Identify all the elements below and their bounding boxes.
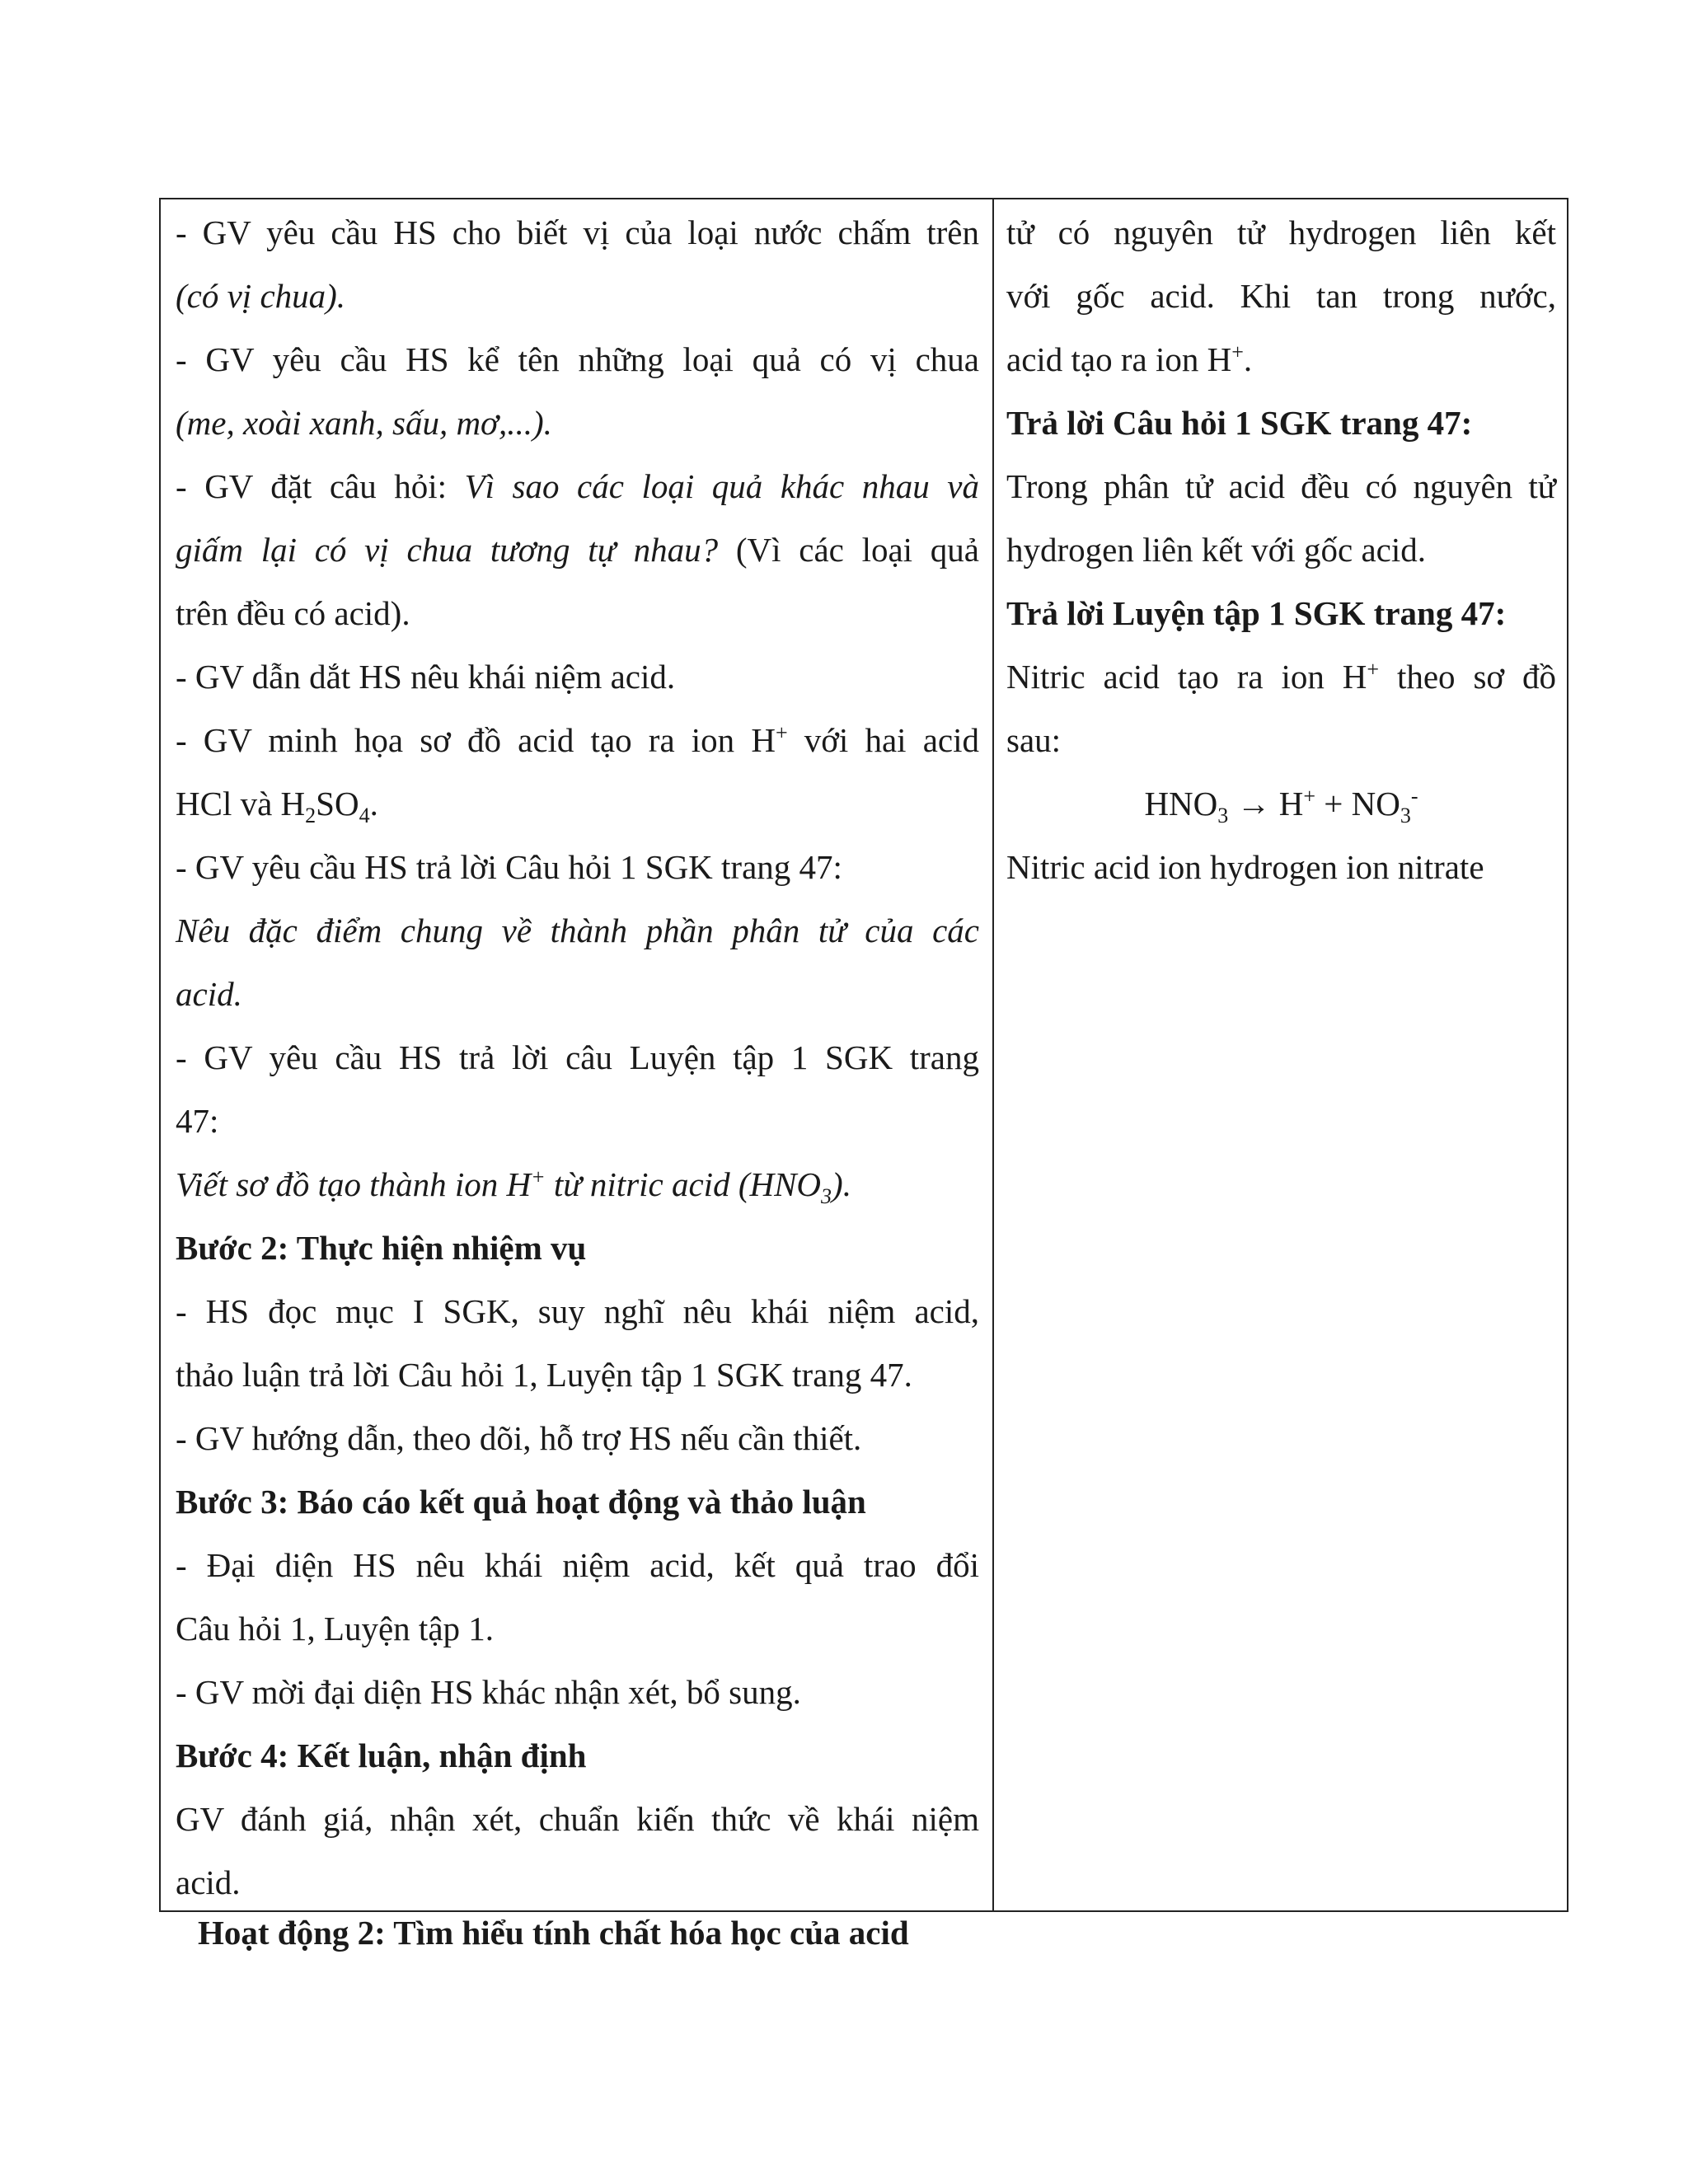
step-heading: Bước 2: Thực hiện nhiệm vụ — [176, 1229, 587, 1267]
text-line — [176, 709, 979, 772]
text-line: (có vị chua). — [176, 277, 346, 315]
superscript: + — [775, 720, 788, 745]
text-run: từ nitric acid (HNO — [545, 1165, 822, 1203]
text-run: . — [369, 785, 378, 823]
text-line: - HS đọc mục I SGK, suy nghĩ nêu khái niệm acid, — [176, 1292, 979, 1330]
text-run: - GV đặt câu hỏi: — [176, 467, 465, 505]
lesson-table — [159, 198, 1568, 1912]
text-run: + NO — [1315, 785, 1400, 823]
text-run: acid tạo ra ion H — [1006, 340, 1232, 378]
text-line: (me, xoài xanh, sấu, mơ,...). — [176, 404, 552, 442]
text-line: tử có nguyên tử hydrogen liên kết — [1006, 213, 1556, 251]
text-run: ). — [832, 1165, 851, 1203]
subscript: 3 — [821, 1184, 832, 1209]
text-line: - GV hướng dẫn, theo dõi, hỗ trợ HS nếu cần thiết. — [176, 1419, 862, 1457]
text-line: acid. — [176, 975, 242, 1013]
subscript: 3 — [1217, 804, 1229, 828]
text-line — [176, 455, 979, 518]
step-heading: Bước 3: Báo cáo kết quả hoạt động và thảo luận — [176, 1483, 866, 1521]
text-run: với hai acid — [787, 721, 979, 759]
text-line: - Đại diện HS nêu khái niệm acid, kết quả trao đổi — [176, 1546, 979, 1584]
text-run: SO — [316, 785, 359, 823]
text-run: - GV minh họa sơ đồ acid tạo ra ion H — [176, 721, 776, 759]
text-line: với gốc acid. Khi tan trong nước, — [1006, 277, 1556, 315]
question-text: Vì sao các loại quả khác nhau và — [464, 467, 979, 505]
text-line: Nitric acid ion hydrogen ion nitrate — [1006, 848, 1484, 886]
text-line: - GV mời đại diện HS khác nhận xét, bổ sung. — [176, 1673, 801, 1711]
superscript: + — [531, 1165, 546, 1189]
answer-heading: Trả lời Luyện tập 1 SGK trang 47: — [1006, 594, 1507, 632]
text-line: thảo luận trả lời Câu hỏi 1, Luyện tập 1 SGK trang 47. — [176, 1356, 912, 1394]
superscript: + — [1303, 784, 1316, 808]
superscript: + — [1231, 340, 1244, 364]
teacher-activities-column — [176, 201, 979, 1915]
text-line: Nêu đặc điểm chung về thành phần phân tử của các — [176, 912, 979, 949]
text-run: (Vì các loại quả — [718, 531, 979, 569]
text-line: hydrogen liên kết với gốc acid. — [1006, 531, 1426, 569]
step-heading: Bước 4: Kết luận, nhận định — [176, 1736, 587, 1774]
text-line — [176, 518, 979, 582]
column-divider — [992, 199, 994, 1910]
text-run: . — [1243, 340, 1253, 378]
text-line: - GV dẫn dắt HS nêu khái niệm acid. — [176, 658, 676, 696]
text-run: theo sơ đồ — [1379, 658, 1556, 696]
text-run: → H — [1228, 785, 1304, 823]
text-line: - GV yêu cầu HS cho biết vị của loại nước chấm trên — [176, 213, 979, 251]
subscript: 2 — [305, 804, 316, 828]
superscript: - — [1410, 784, 1418, 808]
text-run: Nitric acid tạo ra ion H — [1006, 658, 1367, 696]
superscript: + — [1367, 657, 1380, 682]
subscript: 4 — [359, 804, 370, 828]
expected-results-column — [1006, 201, 1556, 899]
text-line: GV đánh giá, nhận xét, chuẩn kiến thức về khái niệm — [176, 1800, 979, 1838]
text-line: - GV yêu cầu HS trả lời Câu hỏi 1 SGK trang 47: — [176, 848, 842, 886]
text-line — [176, 1153, 979, 1216]
text-line: sau: — [1006, 721, 1062, 759]
question-text: giấm lại có vị chua tương tự nhau? — [176, 531, 719, 569]
text-run: HNO — [1144, 785, 1218, 823]
text-line: Câu hỏi 1, Luyện tập 1. — [176, 1610, 495, 1647]
text-line — [1006, 645, 1556, 709]
text-run: HCl và H — [176, 785, 306, 823]
text-line: trên đều có acid). — [176, 594, 410, 632]
text-line: - GV yêu cầu HS trả lời câu Luyện tập 1 SGK trang — [176, 1038, 979, 1076]
text-line — [176, 772, 979, 836]
chemical-equation — [1006, 772, 1556, 836]
text-line: 47: — [176, 1102, 219, 1140]
answer-heading: Trả lời Câu hỏi 1 SGK trang 47: — [1006, 404, 1473, 442]
text-line — [1006, 328, 1556, 391]
section-heading: Hoạt động 2: Tìm hiểu tính chất hóa học của acid — [198, 1914, 909, 1952]
text-line: Trong phân tử acid đều có nguyên tử — [1006, 467, 1556, 505]
text-run: Viết sơ đồ tạo thành ion H — [176, 1165, 532, 1203]
subscript: 3 — [1400, 804, 1411, 828]
text-line: - GV yêu cầu HS kể tên những loại quả có vị chua — [176, 340, 979, 378]
text-line: acid. — [176, 1863, 241, 1901]
